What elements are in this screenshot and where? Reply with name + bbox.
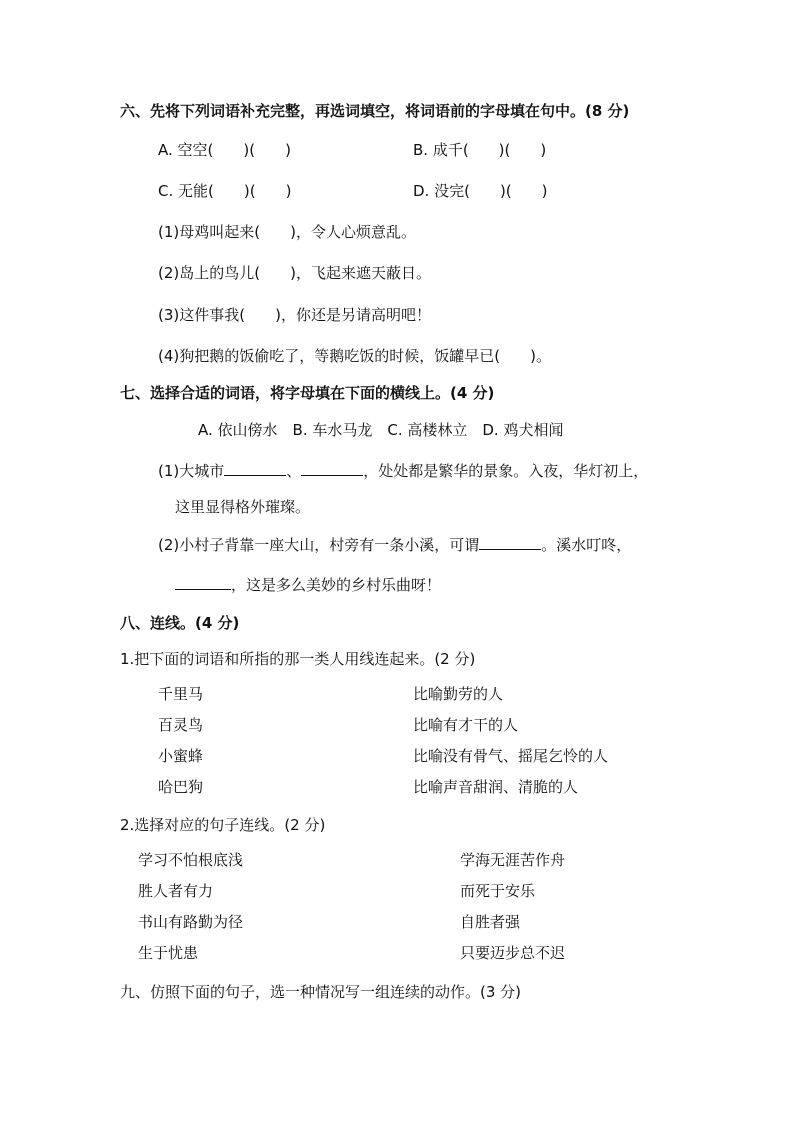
match-right-item[interactable]: 比喻声音甜润、清脆的人 [413,778,579,796]
match-left-sentence[interactable]: 书山有路勤为径 [138,913,244,931]
match-right-sentence[interactable]: 自胜者强 [460,913,521,931]
match-left-sentence[interactable]: 生于忧患 [138,944,199,962]
q2-line2-text: ，这是多么美妙的乡村乐曲呀！ [231,576,442,594]
match-left-sentence[interactable]: 学习不怕根底浅 [138,851,244,869]
section7-title: 七、选择合适的词语，将字母填在下面的横线上。(4 分) [120,384,495,402]
answer-blank[interactable] [224,461,286,476]
match-right-sentence[interactable]: 而死于安乐 [460,882,536,900]
section7-q2-line1 [158,535,631,555]
section7-q2-line2 [175,575,441,595]
match-right-sentence[interactable]: 只要迈步总不迟 [460,944,566,962]
section8-q2-title: 2.选择对应的句子连线。(2 分) [120,816,326,834]
match-right-item[interactable]: 比喻没有骨气、摇尾乞怜的人 [413,747,609,765]
q2-text-start: (2)小村子背靠一座大山，村旁有一条小溪，可谓 [158,536,480,554]
section7-options: A. 依山傍水 B. 车水马龙 C. 高楼林立 D. 鸡犬相闻 [198,421,564,439]
option-b: B. 成千( )( ) [413,141,547,159]
sentence-3: (3)这件事我( )，你还是另请高明吧！ [158,306,431,324]
section7-q1-line1 [158,461,648,481]
q1-separator: 、 [286,462,302,480]
answer-blank[interactable] [175,575,231,590]
q1-text-end: ，处处都是繁华的景象。入夜，华灯初上， [363,462,649,480]
option-d: D. 没完( )( ) [413,182,548,200]
answer-blank[interactable] [479,535,541,550]
section6-title: 六、先将下列词语补充完整，再选词填空，将词语前的字母填在句中。(8 分) [120,102,630,120]
section8-title: 八、连线。(4 分) [120,614,240,632]
match-right-item[interactable]: 比喻勤劳的人 [413,685,504,703]
q1-text-start: (1)大城市 [158,462,225,480]
option-c: C. 无能( )( ) [158,182,292,200]
sentence-2: (2)岛上的鸟儿( )，飞起来遮天蔽日。 [158,264,431,282]
match-right-item[interactable]: 比喻有才干的人 [413,716,519,734]
match-left-item[interactable]: 百灵鸟 [158,716,204,734]
sentence-4: (4)狗把鹅的饭偷吃了，等鹅吃饭的时候，饭罐早已( )。 [158,347,551,365]
section8-q1-title: 1.把下面的词语和所指的那一类人用线连起来。(2 分) [120,650,476,668]
match-left-item[interactable]: 哈巴狗 [158,778,204,796]
q2-text-end: 。溪水叮咚， [541,536,632,554]
match-right-sentence[interactable]: 学海无涯苦作舟 [460,851,566,869]
match-left-item[interactable]: 小蜜蜂 [158,747,204,765]
match-left-item[interactable]: 千里马 [158,685,204,703]
sentence-1: (1)母鸡叫起来( )，令人心烦意乱。 [158,223,416,241]
section9-title: 九、仿照下面的句子，选一种情况写一组连续的动作。(3 分) [120,983,522,1001]
answer-blank[interactable] [301,461,363,476]
option-a: A. 空空( )( ) [158,141,291,159]
section7-q1-line2: 这里显得格外璀璨。 [175,498,311,516]
match-left-sentence[interactable]: 胜人者有力 [138,882,214,900]
